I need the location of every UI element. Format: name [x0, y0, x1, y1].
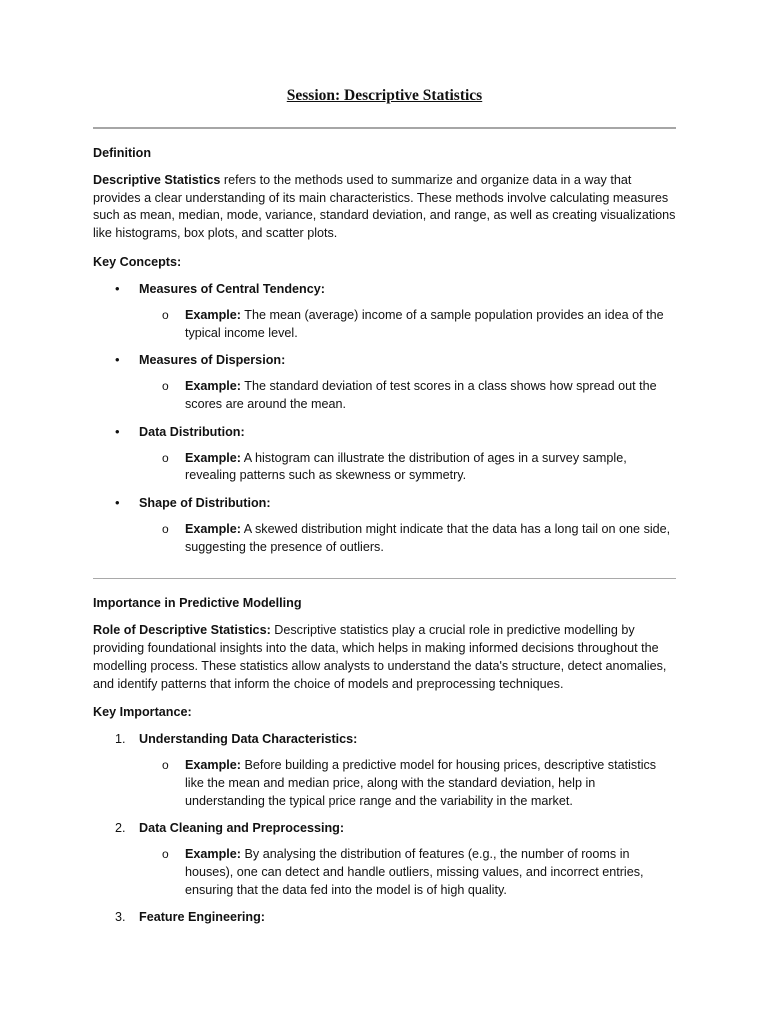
importance-text: Descriptive statistics play a crucial role in predictive modelling by providing foundational insights into the data, which helps in making informed decisions throughout the modelling process. These statistics allow analysts to understand the data's structure, detect anomalies, and identify patterns that inform the choice of models and preprocessing techniques. — [93, 623, 667, 691]
concept-example — [93, 378, 676, 413]
example-text: The mean (average) income of a sample population provides an idea of the typical income level. — [185, 307, 664, 340]
importance-example — [93, 757, 676, 810]
importance-example — [93, 846, 676, 899]
importance-paragraph — [93, 622, 676, 693]
example-text: The standard deviation of test scores in a class shows how spread out the scores are around the mean. — [185, 379, 657, 411]
list-item — [93, 423, 676, 494]
definition-paragraph — [93, 172, 676, 243]
example-text: By analysing the distribution of features (e.g., the number of rooms in houses), one can detect and handle outliers, missing values, and incorrect entries, ensuring that the data fed into the model is of high quality. — [185, 847, 644, 897]
importance-label: Feature Engineering: — [139, 910, 265, 925]
document-content — [93, 86, 676, 926]
circle-bullet-icon: o — [162, 522, 169, 537]
importance-heading: Importance in Predictive Modelling — [93, 596, 302, 611]
example-label: Example: — [185, 307, 241, 322]
importance-lead: Role of Descriptive Statistics: — [93, 623, 271, 638]
concept-example — [93, 450, 676, 485]
concept-example — [93, 521, 676, 556]
bullet-icon: • — [115, 423, 120, 439]
example-label: Example: — [185, 847, 241, 862]
bullet-icon: • — [115, 280, 120, 296]
key-importance-list — [93, 730, 676, 926]
key-concepts-heading: Key Concepts: — [93, 254, 182, 269]
circle-bullet-icon: o — [162, 379, 169, 394]
importance-label: Data Cleaning and Preprocessing: — [139, 821, 345, 836]
definition-text: refers to the methods used to summarize and organize data in a way that provides a clear understanding of its main characteristics. These methods involve calculating measures such as mean, median, mode, variance, standard deviation, and range, as well as creating visualizations like histograms, box plots, and scatter plots. — [93, 173, 676, 241]
circle-bullet-icon: o — [162, 450, 169, 465]
concept-label: Shape of Distribution: — [139, 496, 271, 511]
concept-label: Measures of Central Tendency: — [139, 281, 325, 296]
circle-bullet-icon: o — [162, 307, 169, 322]
importance-label: Understanding Data Characteristics: — [139, 732, 358, 747]
example-label: Example: — [185, 758, 241, 773]
example-label: Example: — [185, 379, 241, 394]
example-label: Example: — [185, 450, 241, 465]
definition-lead: Descriptive Statistics — [93, 173, 221, 187]
concept-label: Data Distribution: — [139, 424, 245, 439]
bullet-icon: • — [115, 495, 120, 511]
example-text: Before building a predictive model for housing prices, descriptive statistics like the mean and median price, along with the standard deviation, help in understanding the typical price range and the variability in the market. — [185, 758, 657, 808]
concept-label: Measures of Dispersion: — [139, 353, 286, 368]
list-item — [93, 908, 676, 926]
example-text: A skewed distribution might indicate that the data has a long tail on one side, suggesting the presence of outliers. — [185, 522, 671, 554]
list-item — [93, 730, 676, 819]
example-label: Example: — [185, 522, 241, 537]
circle-bullet-icon: o — [162, 847, 169, 862]
list-number: 1. — [115, 732, 126, 747]
page-title: Session: Descriptive Statistics — [286, 87, 483, 104]
list-number: 2. — [115, 821, 126, 836]
example-text: A histogram can illustrate the distribution of ages in a survey sample, revealing patterns such as skewness or symmetry. — [185, 450, 627, 483]
key-concepts-list — [93, 280, 676, 557]
definition-heading: Definition — [93, 146, 152, 160]
concept-example — [93, 307, 676, 342]
list-item — [93, 351, 676, 422]
bullet-icon: • — [115, 352, 120, 368]
list-item — [93, 494, 676, 556]
list-number: 3. — [115, 910, 126, 925]
list-item — [93, 280, 676, 351]
key-importance-heading: Key Importance: — [93, 705, 192, 720]
circle-bullet-icon: o — [162, 758, 169, 773]
list-item — [93, 819, 676, 908]
